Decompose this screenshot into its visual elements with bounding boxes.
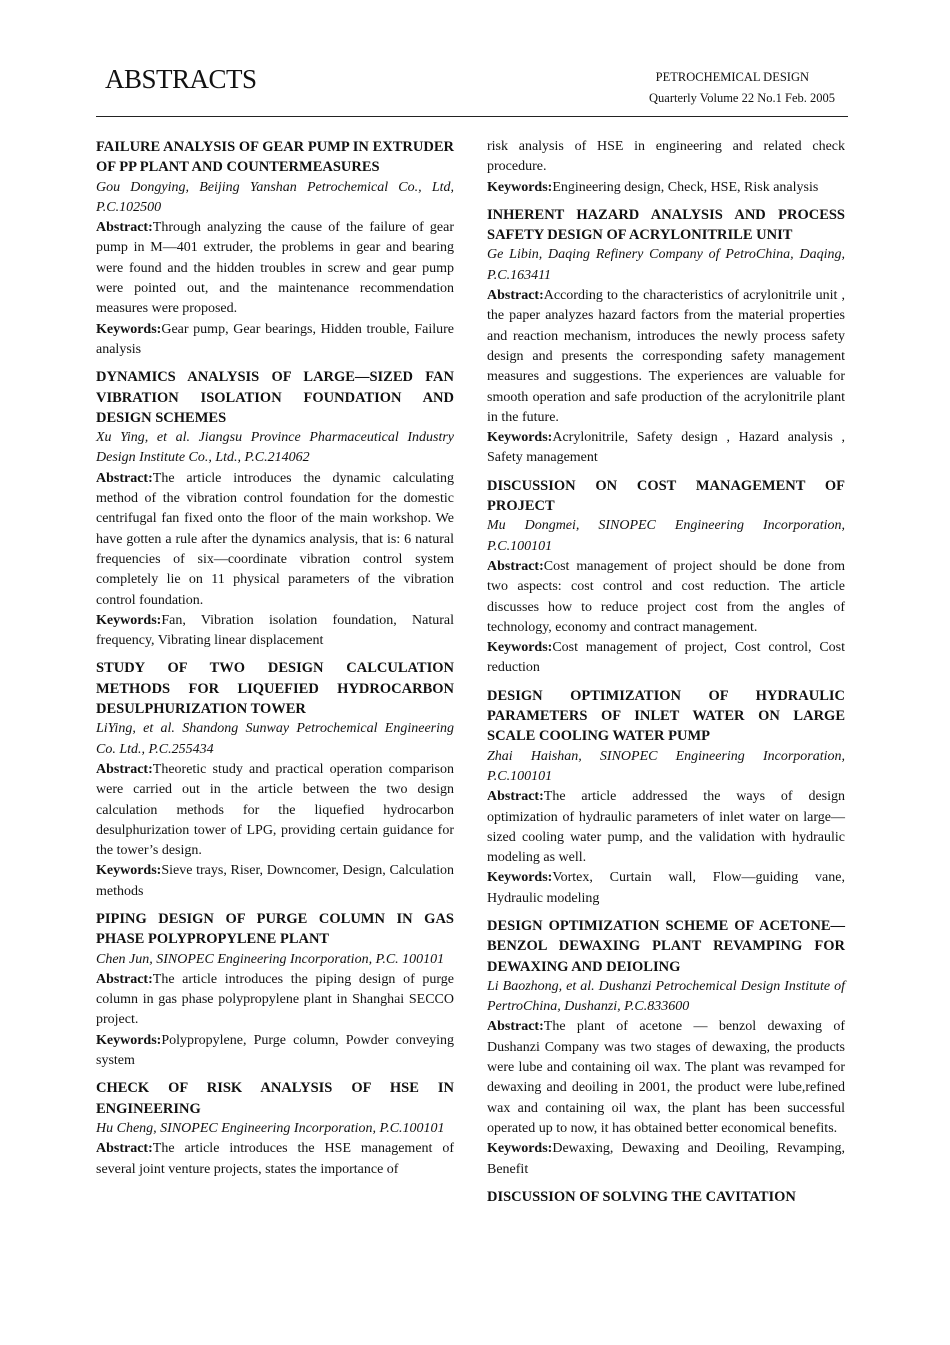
article-abstract xyxy=(487,286,845,428)
article-abstract xyxy=(96,218,454,319)
keywords-label: Keywords: xyxy=(96,863,162,879)
article xyxy=(96,909,454,1071)
article-keywords xyxy=(96,320,454,361)
article xyxy=(487,916,845,1180)
keywords-text: Cost management of project, Cost control, Cost reduction xyxy=(487,640,845,676)
article-abstract xyxy=(487,1017,845,1139)
keywords-text: Acrylonitrile, Safety design , Hazard analysis , Safety management xyxy=(487,430,845,466)
article-author: Hu Cheng, SINOPEC Engineering Incorporation, P.C.100101 xyxy=(96,1120,445,1136)
article xyxy=(487,686,845,909)
article-abstract xyxy=(487,787,845,868)
keywords-label: Keywords: xyxy=(96,1032,162,1048)
article-title: DESIGN OPTIMIZATION SCHEME OF ACETONE—BENZOL DEWAXING PLANT REVAMPING FOR DEWAXING AND DEIOLING xyxy=(487,917,845,975)
abstract-label: Abstract: xyxy=(96,220,153,236)
article-title: DISCUSSION OF SOLVING THE CAVITATION xyxy=(487,1188,796,1205)
article xyxy=(96,367,454,651)
keywords-label: Keywords: xyxy=(487,870,553,886)
article xyxy=(96,658,454,902)
abstract-text: The article introduces the dynamic calculating method of the vibration control foundation for the domestic centrifugal fan fixed onto the floor of the main workshop. We have gotten a rule after the dynamics analysis, that is: 6 natural frequencies of six—coordinate vibration control system completely lie on 11 physical parameters of the vibration control foundation. xyxy=(96,470,454,608)
article-title: STUDY OF TWO DESIGN CALCULATION METHODS FOR LIQUEFIED HYDROCARBON DESULPHURIZATION TOWER xyxy=(96,660,454,718)
abstract-text: The plant of acetone — benzol dewaxing of Dushanzi Company was two stages of dewaxing, the products were lube and containing oil wax. The plant was revamped for dewaxing and deoiling in 2001, the product were lube,refined wax and containing oil wax, the plant has been successful operated up to now, it has obtained better economical benefits. xyxy=(487,1019,845,1136)
issue-info: Quarterly Volume 22 No.1 Feb. 2005 xyxy=(649,91,835,105)
page-header xyxy=(0,0,950,125)
keywords-label: Keywords: xyxy=(96,612,162,628)
article xyxy=(487,1187,845,1207)
article-title: DESIGN OPTIMIZATION OF HYDRAULIC PARAMETERS OF INLET WATER ON LARGE SCALE COOLING WATER PUMP xyxy=(487,687,845,745)
left-column xyxy=(96,137,454,1187)
article-abstract xyxy=(96,970,454,1031)
abstract-label: Abstract: xyxy=(96,470,153,486)
abstract-label: Abstract: xyxy=(96,971,153,987)
article-title: FAILURE ANALYSIS OF GEAR PUMP IN EXTRUDER OF PP PLANT AND COUNTERMEASURES xyxy=(96,139,454,176)
keywords-label: Keywords: xyxy=(96,321,162,337)
keywords-text: Polypropylene, Purge column, Powder conveying system xyxy=(96,1032,454,1069)
article-abstract xyxy=(96,1139,454,1180)
article-abstract xyxy=(96,469,454,611)
right-column xyxy=(487,137,845,1214)
abstract-label: Abstract: xyxy=(96,761,153,777)
article-title: PIPING DESIGN OF PURGE COLUMN IN GAS PHASE POLYPROPYLENE PLANT xyxy=(96,910,454,948)
continued-abstract: risk analysis of HSE in engineering and related check procedure. xyxy=(487,139,845,175)
article-author: Xu Ying, et al. Jiangsu Province Pharmaceutical Industry Design Institute Co., Ltd., P.C.214062 xyxy=(96,430,454,466)
keywords-text: Sieve trays, Riser, Downcomer, Design, Calculation methods xyxy=(96,863,454,899)
article-author: Mu Dongmei, SINOPEC Engineering Incorporation, P.C.100101 xyxy=(487,518,845,554)
keywords-label: Keywords: xyxy=(487,179,553,195)
article-keywords xyxy=(487,178,845,198)
abstract-text: Through analyzing the cause of the failure of gear pump in M—401 extruder, the problems in gear and bearing were found and the hidden troubles in screw and gear pump were pointed out, and the maintenance recommendation measures were proposed. xyxy=(96,220,454,317)
abstract-text: The article addressed the ways of design optimization of hydraulic parameters of inlet water on large—sized cooling water pump, and the validation with hydraulic modeling as well. xyxy=(487,789,845,866)
article-author: Zhai Haishan, SINOPEC Engineering Incorporation, P.C.100101 xyxy=(487,748,845,784)
abstract-text: Cost management of project should be done from two aspects: cost control and cost reduction. The article discusses how to reduce project cost from the angles of technology, economy and contract management. xyxy=(487,558,845,635)
keywords-text: Dewaxing, Dewaxing and Deoiling, Revamping, Benefit xyxy=(487,1141,845,1177)
article-author: Ge Libin, Daqing Refinery Company of PetroChina, Daqing, P.C.163411 xyxy=(487,247,845,283)
article-title: CHECK OF RISK ANALYSIS OF HSE IN ENGINEERING xyxy=(96,1080,454,1117)
keywords-label: Keywords: xyxy=(487,430,553,446)
article xyxy=(487,476,845,679)
journal-name: PETROCHEMICAL DESIGN xyxy=(655,70,809,84)
article xyxy=(96,1078,454,1179)
article-keywords xyxy=(487,1139,845,1180)
keywords-text: Gear pump, Gear bearings, Hidden trouble, Failure analysis xyxy=(96,321,454,357)
header-rule xyxy=(96,116,848,117)
abstract-text: The article introduces the piping design of purge column in gas phase polypropylene plant in Shanghai SECCO project. xyxy=(96,971,454,1028)
article xyxy=(487,205,845,469)
article xyxy=(96,137,454,360)
keywords-label: Keywords: xyxy=(487,640,553,656)
article-author: Chen Jun, SINOPEC Engineering Incorporation, P.C. 100101 xyxy=(96,951,445,967)
keywords-text: Engineering design, Check, HSE, Risk analysis xyxy=(552,179,819,195)
article-keywords xyxy=(487,428,845,469)
article-title: INHERENT HAZARD ANALYSIS AND PROCESS SAFETY DESIGN OF ACRYLONITRILE UNIT xyxy=(487,206,845,244)
article-author: LiYing, et al. Shandong Sunway Petrochemical Engineering Co. Ltd., P.C.255434 xyxy=(96,721,454,757)
article-title: DISCUSSION ON COST MANAGEMENT OF PROJECT xyxy=(487,477,845,515)
article-keywords xyxy=(487,638,845,679)
abstract-text: The article introduces the HSE management of several joint venture projects, states the importance of xyxy=(96,1141,454,1177)
article-keywords xyxy=(487,868,845,909)
keywords-text: Vortex, Curtain wall, Flow—guiding vane, Hydraulic modeling xyxy=(487,870,845,906)
article-keywords xyxy=(96,861,454,902)
article-abstract xyxy=(487,557,845,638)
section-title: ABSTRACTS xyxy=(105,64,257,94)
abstract-label: Abstract: xyxy=(487,558,544,574)
abstract-label: Abstract: xyxy=(96,1141,153,1157)
abstract-label: Abstract: xyxy=(487,1019,544,1035)
article-author: Gou Dongying, Beijing Yanshan Petrochemical Co., Ltd, P.C.102500 xyxy=(96,179,454,215)
keywords-label: Keywords: xyxy=(487,1141,553,1157)
article-keywords xyxy=(96,1031,454,1072)
abstract-text: According to the characteristics of acrylonitrile unit , the paper analyzes hazard factors from the material properties and reaction mechanism, introduces the newly process safety design and presents the corresponding safety management measures and suggestions. The experiences are valuable for smooth operation and safe production of the acrylonitrile plant in the future. xyxy=(487,288,845,425)
keywords-text: Fan, Vibration isolation foundation, Natural frequency, Vibrating linear displacement xyxy=(96,612,454,649)
abstract-label: Abstract: xyxy=(487,789,544,805)
abstract-label: Abstract: xyxy=(487,288,544,304)
article-author: Li Baozhong, et al. Dushanzi Petrochemical Design Institute of PertroChina, Dushanzi, P.C.833600 xyxy=(487,978,845,1015)
article-keywords xyxy=(96,611,454,652)
abstract-text: Theoretic study and practical operation comparison were carried out in the article between the two design calculation methods for the liquefied hydrocarbon desulphurization tower of LPG, providing certain guidance for the tower’s design. xyxy=(96,761,454,859)
article-abstract xyxy=(96,760,454,861)
article-continuation xyxy=(487,137,845,198)
article-title: DYNAMICS ANALYSIS OF LARGE—SIZED FAN VIBRATION ISOLATION FOUNDATION AND DESIGN SCHEMES xyxy=(96,369,454,426)
